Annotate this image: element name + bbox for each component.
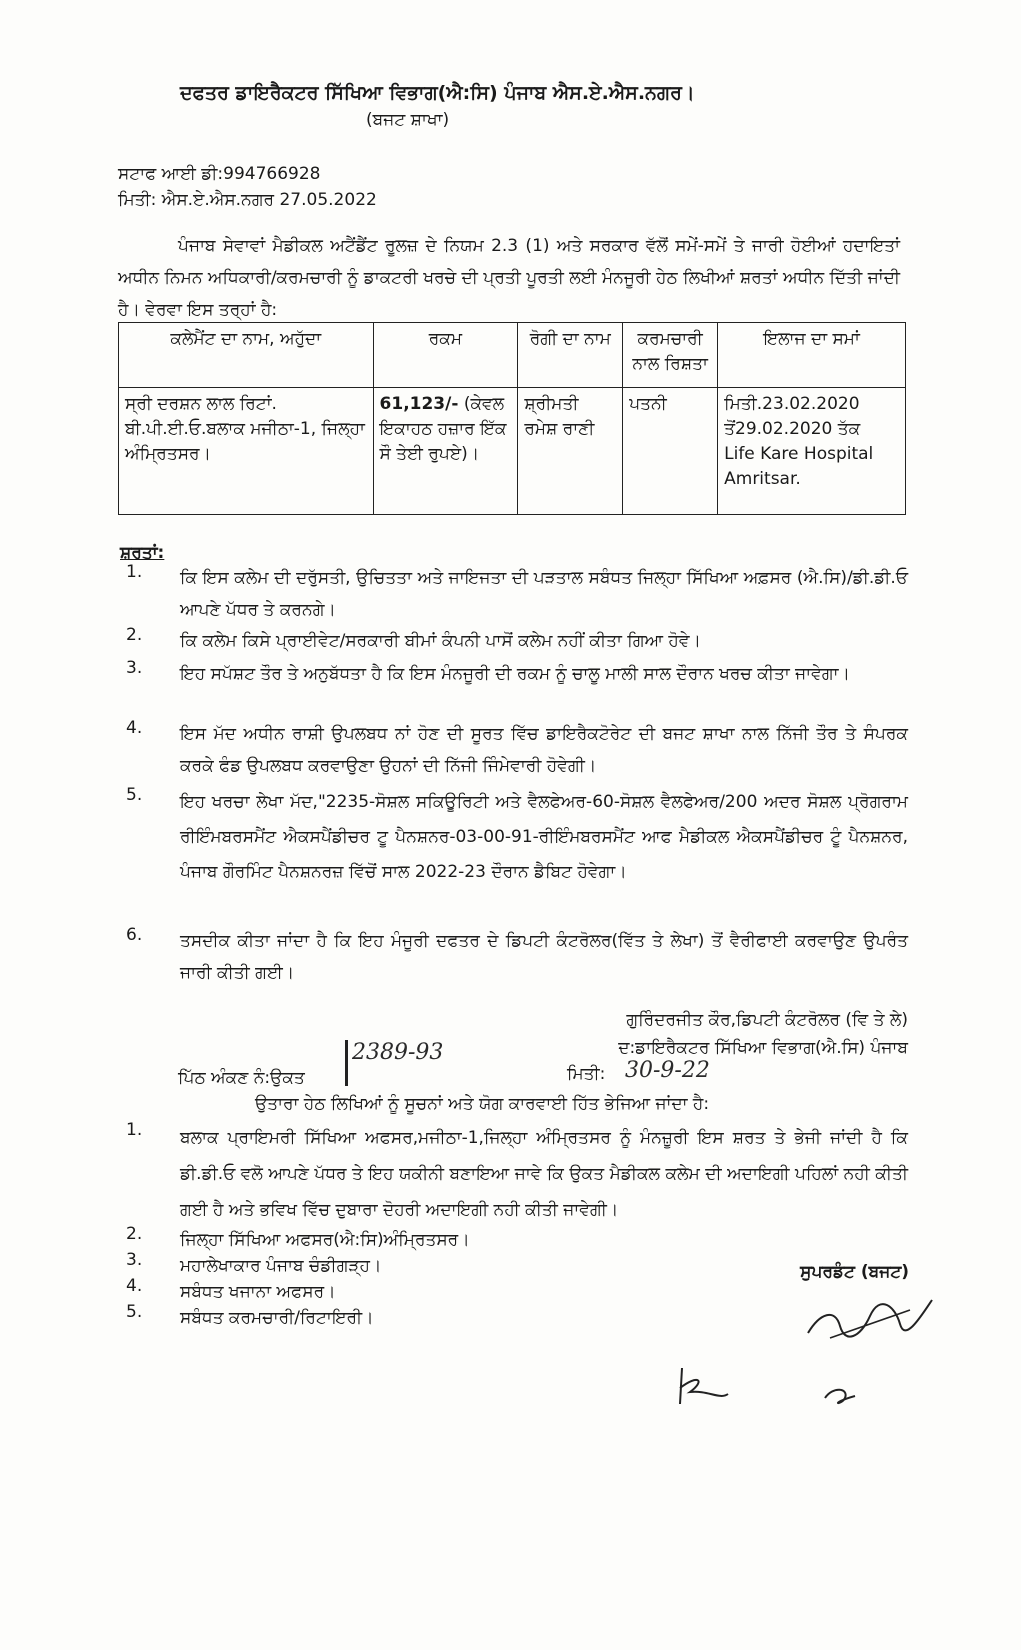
issue-date: ਮਿਤੀ: ਐਸ.ਏ.ਐਸ.ਨਗਰ 27.05.2022 bbox=[118, 190, 377, 210]
cell-relation: ਪਤਨੀ bbox=[623, 388, 718, 515]
item-number: 1. bbox=[126, 562, 143, 582]
item-text: ਇਸ ਮੱਦ ਅਧੀਨ ਰਾਸ਼ੀ ਉਪਲਬਧ ਨਾਂ ਹੋਣ ਦੀ ਸੂਰਤ ਵਿੱਚ ਡਾਇਰੈਕਟੋਰੇਟ ਦੀ ਬਜਟ ਸ਼ਾਖਾ ਨਾਲ ਨਿੱਜੀ ਤੌਰ ਤੇ ਸੰਪਰਕ ਕਰਕੇ ਫੰਡ ਉਪਲਬਧ ਕਰਵਾਉਣਾ ਉਹਨਾਂ ਦੀ ਨਿੱਜੀ ਜਿੰਮੇਵਾਰੀ ਹੋਵੇਗੀ। bbox=[180, 724, 908, 776]
header-patient: ਰੋਗੀ ਦਾ ਨਾਮ bbox=[518, 323, 623, 388]
item-text: ਇਹ ਸਪੱਸ਼ਟ ਤੌਰ ਤੇ ਅਨੁਬੱਧਤਾ ਹੈ ਕਿ ਇਸ ਮੰਨਜੂਰੀ ਦੀ ਰਕਮ ਨੂੰ ਚਾਲੂ ਮਾਲੀ ਸਾਲ ਦੌਰਾਨ ਖਰਚ ਕੀਤਾ ਜਾਵੇਗਾ। bbox=[180, 664, 850, 684]
cell-amount bbox=[373, 388, 518, 515]
superintendent-label: ਸੁਪਰਡੰਟ (ਬਜਟ) bbox=[800, 1262, 909, 1282]
item-number: 4. bbox=[126, 718, 143, 738]
item-text: ਇਹ ਖਰਚਾ ਲੇਖਾ ਮੱਦ,"2235-ਸੋਸ਼ਲ ਸਕਿਊਰਿਟੀ ਅਤੇ ਵੈਲਫੇਅਰ-60-ਸੋਸ਼ਲ ਵੈਲਫੇਅਰ/200 ਅਦਰ ਸੋਸ਼ਲ ਪ੍ਰੋਗਰਾਮ ਰੀਇੰਮਬਰਸਮੈਂਟ ਐਕਸਪੈਂਡੀਚਰ ਟੂ ਪੈਨਸ਼ਨਰ-03-00-91-ਰੀਇੰਮਬਰਸਮੈਂਟ ਆਫ ਮੈਡੀਕਲ ਐਕਸਪੈਂਡੀਚਰ ਟੂੰ ਪੈਨਸ਼ਨਰ, ਪੰਜਾਬ ਗੌਰਮਿੰਟ ਪੈਨਸ਼ਨਰਜ਼ ਵਿੱਚੋਂ ਸਾਲ 2022-23 ਦੌਰਾਨ ਡੈਬਿਟ ਹੋਵੇਗਾ। bbox=[180, 792, 908, 882]
item-number: 4. bbox=[126, 1276, 143, 1296]
endorsement-date-label: ਮਿਤੀ: bbox=[567, 1064, 606, 1084]
item-text: ਸਬੰਧਤ ਖਜਾਨਾ ਅਫਸਰ। bbox=[180, 1282, 336, 1302]
item-number: 5. bbox=[126, 1302, 143, 1322]
item-number: 3. bbox=[126, 1250, 143, 1270]
treatment-period: ਮਿਤੀ.23.02.2020 ਤੋਂ29.02.2020 ਤੱਕ bbox=[724, 394, 861, 439]
endorsement-label: ਪਿੱਠ ਅੰਕਣ ਨੰ:ਉਕਤ bbox=[178, 1068, 305, 1088]
office-title: ਦਫਤਰ ਡਾਇਰੈਕਟਰ ਸਿੱਖਿਆ ਵਿਭਾਗ(ਐ:ਸਿ) ਪੰਜਾਬ ਐਸ.ਏ.ਐਸ.ਨਗਰ। bbox=[180, 82, 695, 104]
item-text: ਕਿ ਕਲੇਮ ਕਿਸੇ ਪ੍ਰਾਈਵੇਟ/ਸਰਕਾਰੀ ਬੀਮਾਂ ਕੰਪਨੀ ਪਾਸੋਂ ਕਲੇਮ ਨਹੀਂ ਕੀਤਾ ਗਿਆ ਹੋਵੇ। bbox=[180, 631, 701, 651]
cell-patient: ਸ਼੍ਰੀਮਤੀ ਰਮੇਸ਼ ਰਾਣੀ bbox=[518, 388, 623, 515]
item-text: ਮਹਾਲੇਖਾਕਾਰ ਪੰਜਾਬ ਚੰਡੀਗੜ੍ਹ। bbox=[180, 1256, 382, 1276]
cell-period bbox=[718, 388, 906, 515]
endorsement-number: 2389-93 bbox=[352, 1040, 444, 1065]
table-header-row bbox=[119, 323, 906, 388]
item-text: ਬਲਾਕ ਪ੍ਰਾਇਮਰੀ ਸਿੱਖਿਆ ਅਫਸਰ,ਮਜੀਠਾ-1,ਜਿਲ੍ਹਾ ਅੰਮ੍ਰਿਤਸਰ ਨੂੰ ਮੰਨਜ਼ੂਰੀ ਇਸ ਸ਼ਰਤ ਤੇ ਭੇਜੀ ਜਾਂਦੀ ਹੈ ਕਿ ਡੀ.ਡੀ.ਓ ਵਲੋ ਆਪਣੇ ਪੱਧਰ ਤੇ ਇਹ ਯਕੀਨੀ ਬਣਾਇਆ ਜਾਵੇ ਕਿ ਉਕਤ ਮੈਡੀਕਲ ਕਲੇਮ ਦੀ ਅਦਾਇਗੀ ਪਹਿਲਾਂ ਨਹੀ ਕੀਤੀ ਗਈ ਹੈ ਅਤੇ ਭਵਿਖ ਵਿੱਚ ਦੁਬਾਰਾ ਦੋਹਰੀ ਅਦਾਇਗੀ ਨਹੀ ਕੀਤੀ ਜਾਵੇਗੀ। bbox=[180, 1128, 908, 1220]
item-text: ਜਿਲ੍ਹਾ ਸਿੱਖਿਆ ਅਫਸਰ(ਐ:ਸਿ)ਅੰਮ੍ਰਿਤਸਰ। bbox=[180, 1230, 470, 1250]
hospital-name: Life Kare Hospital Amritsar. bbox=[724, 444, 874, 489]
item-text: ਸਬੰਧਤ ਕਰਮਚਾਰੀ/ਰਿਟਾਇਰੀ। bbox=[180, 1308, 374, 1328]
conditions-heading: ਸ਼ਰਤਾਂ: bbox=[120, 543, 165, 563]
header-period: ਇਲਾਜ ਦਾ ਸਮਾਂ bbox=[718, 323, 906, 388]
signatory-name: ਗੁਰਿੰਦਰਜੀਤ ਕੌਰ,ਡਿਪਟੀ ਕੰਟਰੋਲਰ (ਵਿ ਤੇ ਲੇ) bbox=[626, 1010, 908, 1030]
signatory-office: ਦ:ਡਾਇਰੈਕਟਰ ਸਿੱਖਿਆ ਵਿਭਾਗ(ਐ.ਸਿ) ਪੰਜਾਬ bbox=[618, 1038, 908, 1058]
branch-name: (ਬਜਟ ਸ਼ਾਖਾ) bbox=[366, 110, 450, 130]
initials-mark bbox=[815, 1380, 865, 1410]
copy-intro: ਉਤਾਰਾ ਹੇਠ ਲਿਖਿਆਂ ਨੂੰ ਸੂਚਨਾਂ ਅਤੇ ਯੋਗ ਕਾਰਵਾਈ ਹਿੱਤ ਭੇਜਿਆ ਜਾਂਦਾ ਹੈ: bbox=[255, 1094, 710, 1114]
header-claimant: ਕਲੇਮੈਂਟ ਦਾ ਨਾਮ, ਅਹੁੱਦਾ bbox=[119, 323, 374, 388]
cell-claimant: ਸ੍ਰੀ ਦਰਸ਼ਨ ਲਾਲ ਰਿਟਾਂ. ਬੀ.ਪੀ.ਈ.ਓ.ਬਲਾਕ ਮਜੀਠਾ-1, ਜਿਲ੍ਹਾ ਅੰਮ੍ਰਿਤਸਰ। bbox=[119, 388, 374, 515]
intro-paragraph: ਪੰਜਾਬ ਸੇਵਾਵਾਂ ਮੈਡੀਕਲ ਅਟੈਂਡੈਂਟ ਰੂਲਜ਼ ਦੇ ਨਿਯਮ 2.3 (1) ਅਤੇ ਸਰਕਾਰ ਵੱਲੋਂ ਸਮੇਂ-ਸਮੇਂ ਤੇ ਜਾਰੀ ਹੋਈਆਂ ਹਦਾਇਤਾਂ ਅਧੀਨ ਨਿਮਨ ਅਧਿਕਾਰੀ/ਕਰਮਚਾਰੀ ਨੂੰ ਡਾਕਟਰੀ ਖਰਚੇ ਦੀ ਪ੍ਰਤੀ ਪੂਰਤੀ ਲਈ ਮੰਨਜੂਰੀ ਹੇਠ ਲਿਖੀਆਂ ਸ਼ਰਤਾਂ ਅਧੀਨ ਦਿੱਤੀ ਜਾਂਦੀ ਹੈ। ਵੇਰਵਾ ਇਸ ਤਰ੍ਹਾਂ ਹੈ: bbox=[118, 236, 900, 320]
handwritten-signature bbox=[800, 1288, 940, 1348]
item-number: 6. bbox=[126, 925, 143, 945]
item-number: 3. bbox=[126, 658, 143, 678]
header-amount: ਰਕਮ bbox=[373, 323, 518, 388]
initials-signature bbox=[668, 1360, 738, 1410]
header-relation: ਕਰਮਚਾਰੀ ਨਾਲ ਰਿਸ਼ਤਾ bbox=[623, 323, 718, 388]
item-text: ਕਿ ਇਸ ਕਲੇਮ ਦੀ ਦਰੁੱਸਤੀ, ਉਚਿਤਤਾ ਅਤੇ ਜਾਇਜਤਾ ਦੀ ਪੜਤਾਲ ਸਬੰਧਤ ਜਿਲ੍ਹਾ ਸਿੱਖਿਆ ਅਫ਼ਸਰ (ਐ.ਸਿ)/ਡੀ.ਡੀ.ਓ ਆਪਣੇ ਪੱਧਰ ਤੇ ਕਰਨਗੇ। bbox=[180, 568, 908, 620]
table-row bbox=[119, 388, 906, 515]
bracket-mark bbox=[345, 1040, 348, 1086]
endorsement-date: 30-9-22 bbox=[625, 1058, 710, 1083]
item-number: 2. bbox=[126, 1224, 143, 1244]
amount-words: (ਕੇਵਲ ਇਕਾਹਠ ਹਜ਼ਾਰ ਇੱਕ ਸੌ ਤੇਈ ਰੁਪਏ)। bbox=[379, 394, 507, 464]
claim-table bbox=[118, 322, 906, 515]
item-number: 1. bbox=[126, 1120, 143, 1140]
item-number: 2. bbox=[126, 625, 143, 645]
staff-id: ਸਟਾਫ ਆਈ ਡੀ:994766928 bbox=[118, 164, 321, 184]
item-number: 5. bbox=[126, 785, 143, 805]
amount-figure: 61,123/- bbox=[379, 394, 459, 414]
item-text: ਤਸਦੀਕ ਕੀਤਾ ਜਾਂਦਾ ਹੈ ਕਿ ਇਹ ਮੰਜੂਰੀ ਦਫਤਰ ਦੇ ਡਿਪਟੀ ਕੰਟਰੋਲਰ(ਵਿੱਤ ਤੇ ਲੇਖਾ) ਤੋਂ ਵੈਰੀਫਾਈ ਕਰਵਾਉਣ ਉਪਰੰਤ ਜਾਰੀ ਕੀਤੀ ਗਈ। bbox=[180, 931, 908, 983]
